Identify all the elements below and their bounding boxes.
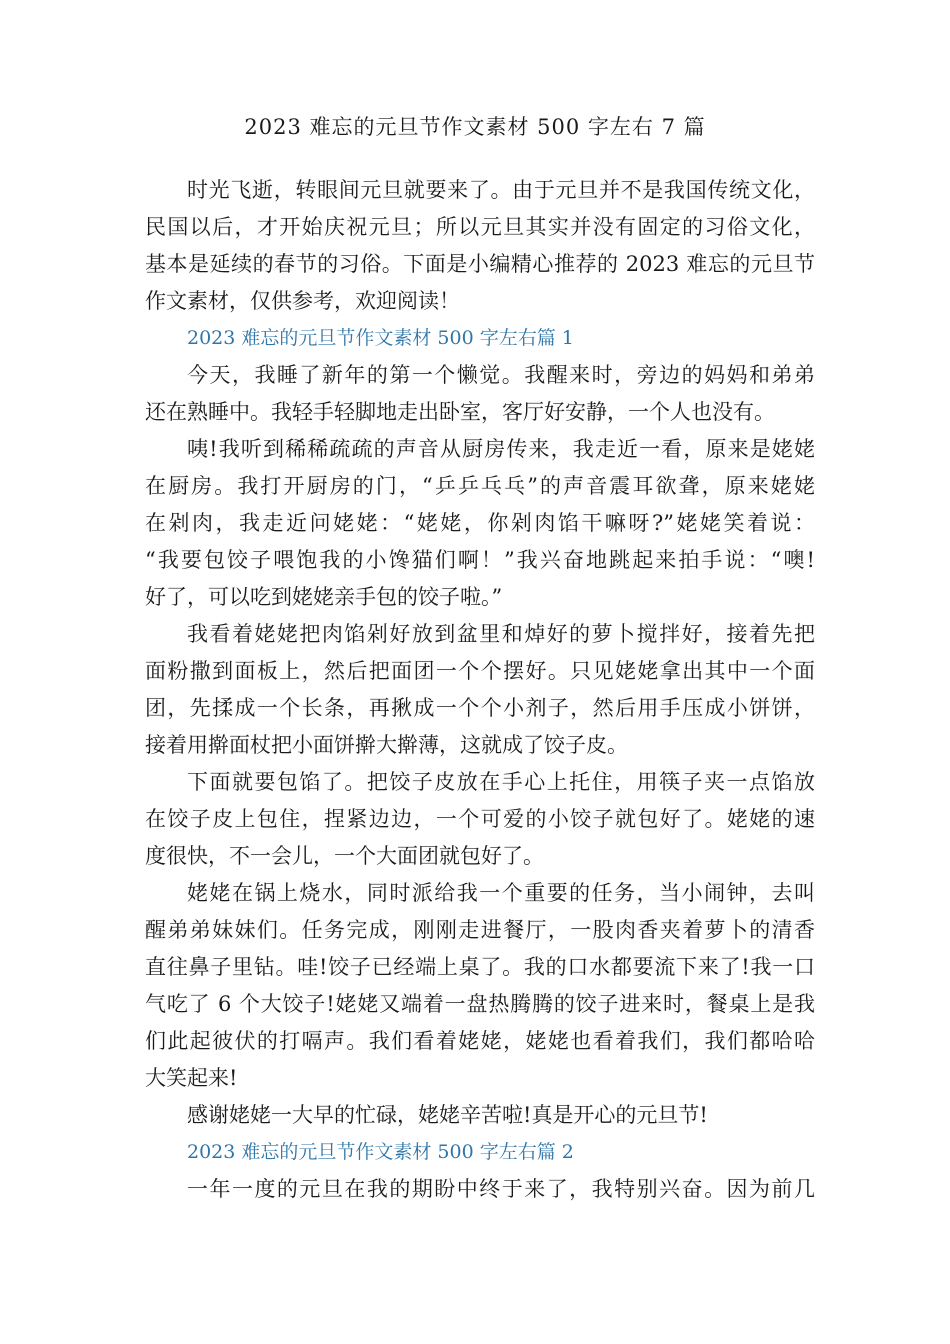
paragraph-line: 度很快，不一会儿，一个大面团就包好了。 (145, 844, 544, 868)
paragraph-line: 在剁肉，我走近问姥姥：“姥姥，你剁肉馅干嘛呀?”姥姥笑着说： (145, 511, 815, 535)
paragraph-line: 民国以后，才开始庆祝元旦；所以元旦其实并没有固定的习俗文化， (145, 215, 815, 239)
paragraph-line: 作文素材，仅供参考，欢迎阅读！ (145, 289, 460, 313)
paragraph-line: 一年一度的元旦在我的期盼中终于来了，我特别兴奋。因为前几 (187, 1177, 815, 1201)
paragraph-line: 下面就要包馅了。把饺子皮放在手心上托住，用筷子夹一点馅放 (187, 770, 815, 794)
paragraph-line: 姥姥在锅上烧水，同时派给我一个重要的任务，当小闹钟，去叫 (187, 881, 815, 905)
section-heading-1: 2023 难忘的元旦节作文素材 500 字左右篇 1 (187, 327, 574, 349)
paragraph-line: 时光飞逝，转眼间元旦就要来了。由于元旦并不是我国传统文化， (187, 178, 815, 202)
paragraph-line: 接着用擀面杖把小面饼擀大擀薄，这就成了饺子皮。 (145, 733, 628, 757)
paragraph-line: 在厨房。我打开厨房的门，“乒乒乓乓”的声音震耳欲聋，原来姥姥 (145, 474, 815, 498)
paragraph-line: “我要包饺子喂饱我的小馋猫们啊！”我兴奋地跳起来拍手说：“噢! (145, 548, 815, 572)
paragraph-line: 醒弟弟妹妹们。任务完成，刚刚走进餐厅，一股肉香夹着萝卜的清香 (145, 918, 815, 942)
paragraph-line: 团，先揉成一个长条，再揪成一个个小剂子，然后用手压成小饼饼， (145, 696, 815, 720)
paragraph-line: 咦!我听到稀稀疏疏的声音从厨房传来，我走近一看，原来是姥姥 (187, 437, 815, 461)
paragraph-line: 们此起彼伏的打嗝声。我们看着姥姥，姥姥也看着我们，我们都哈哈 (145, 1029, 815, 1053)
paragraph-line: 还在熟睡中。我轻手轻脚地走出卧室，客厅好安静，一个人也没有。 (145, 400, 775, 424)
paragraph-line: 直往鼻子里钻。哇!饺子已经端上桌了。我的口水都要流下来了!我一口 (145, 955, 815, 979)
paragraph-line: 好了，可以吃到姥姥亲手包的饺子啦。” (145, 585, 503, 609)
paragraph-line: 感谢姥姥一大早的忙碌，姥姥辛苦啦!真是开心的元旦节! (187, 1103, 708, 1127)
paragraph-line: 大笑起来! (145, 1066, 238, 1090)
paragraph-line: 在饺子皮上包住，捏紧边边，一个可爱的小饺子就包好了。姥姥的速 (145, 807, 815, 831)
paragraph-line: 今天，我睡了新年的第一个懒觉。我醒来时，旁边的妈妈和弟弟 (187, 363, 815, 387)
paragraph-line: 气吃了 6 个大饺子!姥姥又端着一盘热腾腾的饺子进来时，餐桌上是我 (145, 992, 815, 1016)
paragraph-line: 基本是延续的春节的习俗。下面是小编精心推荐的 2023 难忘的元旦节 (145, 252, 815, 276)
section-heading-2: 2023 难忘的元旦节作文素材 500 字左右篇 2 (187, 1141, 574, 1163)
document-title: 2023 难忘的元旦节作文素材 500 字左右 7 篇 (244, 115, 706, 139)
paragraph-line: 我看着姥姥把肉馅剁好放到盆里和焯好的萝卜搅拌好，接着先把 (187, 622, 815, 646)
paragraph-line: 面粉撒到面板上，然后把面团一个个摆好。只见姥姥拿出其中一个面 (145, 659, 815, 683)
